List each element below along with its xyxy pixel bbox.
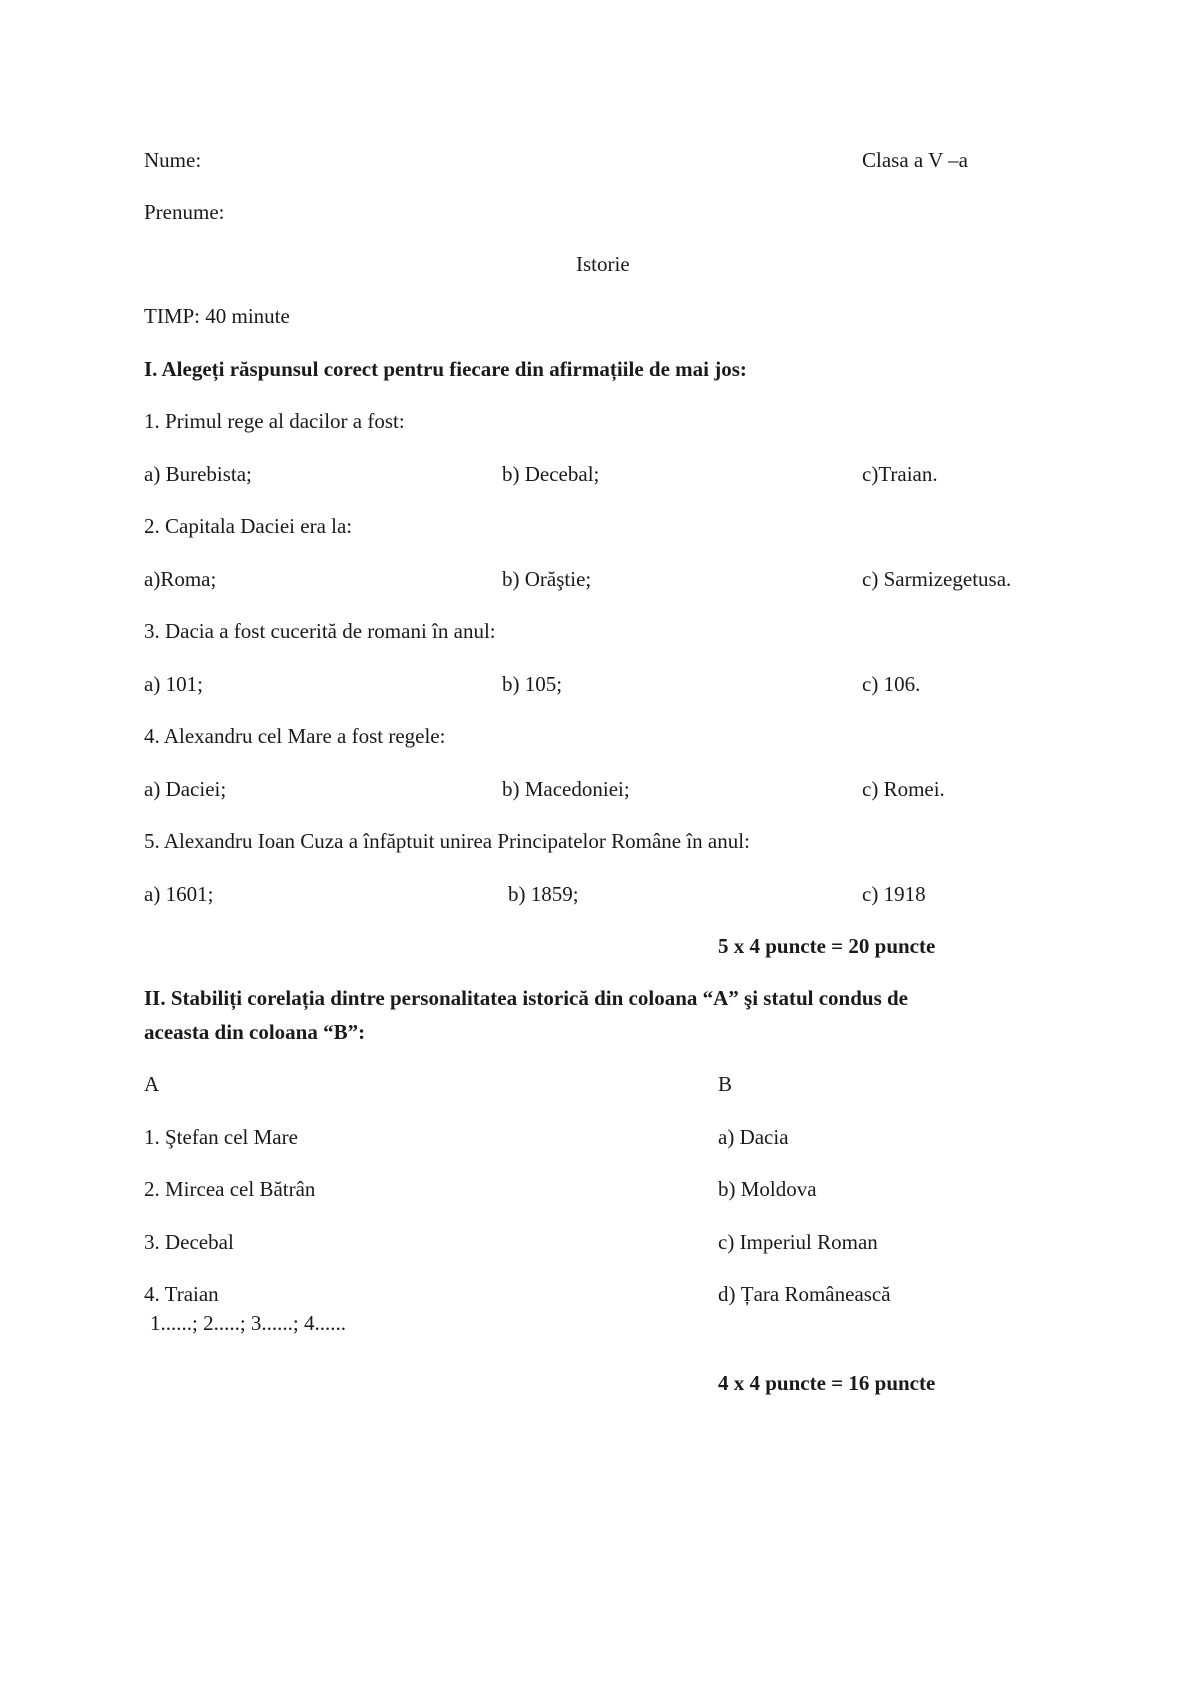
column-a-item: 2. Mircea cel Bătrân	[144, 1177, 316, 1201]
class-label: Clasa a V –a	[862, 148, 968, 172]
question-3-option-b: b) 105;	[502, 672, 563, 696]
question-4-option-c: c) Romei.	[862, 777, 945, 801]
question-4-option-b: b) Macedoniei;	[502, 777, 630, 801]
question-4-text: 4. Alexandru cel Mare a fost regele:	[144, 724, 446, 748]
column-b-item: c) Imperiul Roman	[718, 1230, 878, 1254]
answer-line: 1......; 2.....; 3......; 4......	[150, 1311, 347, 1335]
question-4-option-a: a) Daciei;	[144, 777, 227, 801]
question-2-option-a: a)Roma;	[144, 567, 217, 591]
question-1-option-b: b) Decebal;	[502, 462, 600, 486]
column-b-item: d) Țara Românească	[718, 1282, 891, 1306]
column-b-item: a) Dacia	[718, 1125, 789, 1149]
column-a-header: A	[144, 1072, 160, 1096]
question-3-text: 3. Dacia a fost cucerită de romani în anul:	[144, 619, 496, 643]
question-2-text: 2. Capitala Daciei era la:	[144, 514, 353, 538]
section2-score: 4 x 4 puncte = 16 puncte	[718, 1371, 936, 1395]
question-2-option-c: c) Sarmizegetusa.	[862, 567, 1012, 591]
section2-title-line2: aceasta din coloana “B”:	[144, 1020, 366, 1044]
column-a-item: 1. Ştefan cel Mare	[144, 1125, 298, 1149]
column-b-header: B	[718, 1072, 733, 1096]
question-5-option-a: a) 1601;	[144, 882, 214, 906]
column-a-item: 3. Decebal	[144, 1230, 234, 1254]
question-3-option-c: c) 106.	[862, 672, 921, 696]
column-b-item: b) Moldova	[718, 1177, 817, 1201]
question-2-option-b: b) Orăştie;	[502, 567, 592, 591]
subject-title: Istorie	[576, 252, 630, 276]
question-1-option-a: a) Burebista;	[144, 462, 252, 486]
time-limit: TIMP: 40 minute	[144, 304, 290, 328]
question-1-option-c: c)Traian.	[862, 462, 938, 486]
question-3-option-a: a) 101;	[144, 672, 203, 696]
section1-title: I. Alegeți răspunsul corect pentru fiecare din afirmațiile de mai jos:	[144, 357, 747, 381]
section2-title-line1: II. Stabiliți corelația dintre personalitatea istorică din coloana “A” şi statul condus de	[144, 986, 908, 1010]
section1-score: 5 x 4 puncte = 20 puncte	[718, 934, 936, 958]
column-a-item: 4. Traian	[144, 1282, 219, 1306]
surname-label: Prenume:	[144, 200, 225, 224]
question-5-option-c: c) 1918	[862, 882, 926, 906]
question-5-option-b: b) 1859;	[508, 882, 579, 906]
question-5-text: 5. Alexandru Ioan Cuza a înfăptuit unirea Principatelor Române în anul:	[144, 829, 750, 853]
question-1-text: 1. Primul rege al dacilor a fost:	[144, 409, 405, 433]
name-label: Nume:	[144, 148, 202, 172]
